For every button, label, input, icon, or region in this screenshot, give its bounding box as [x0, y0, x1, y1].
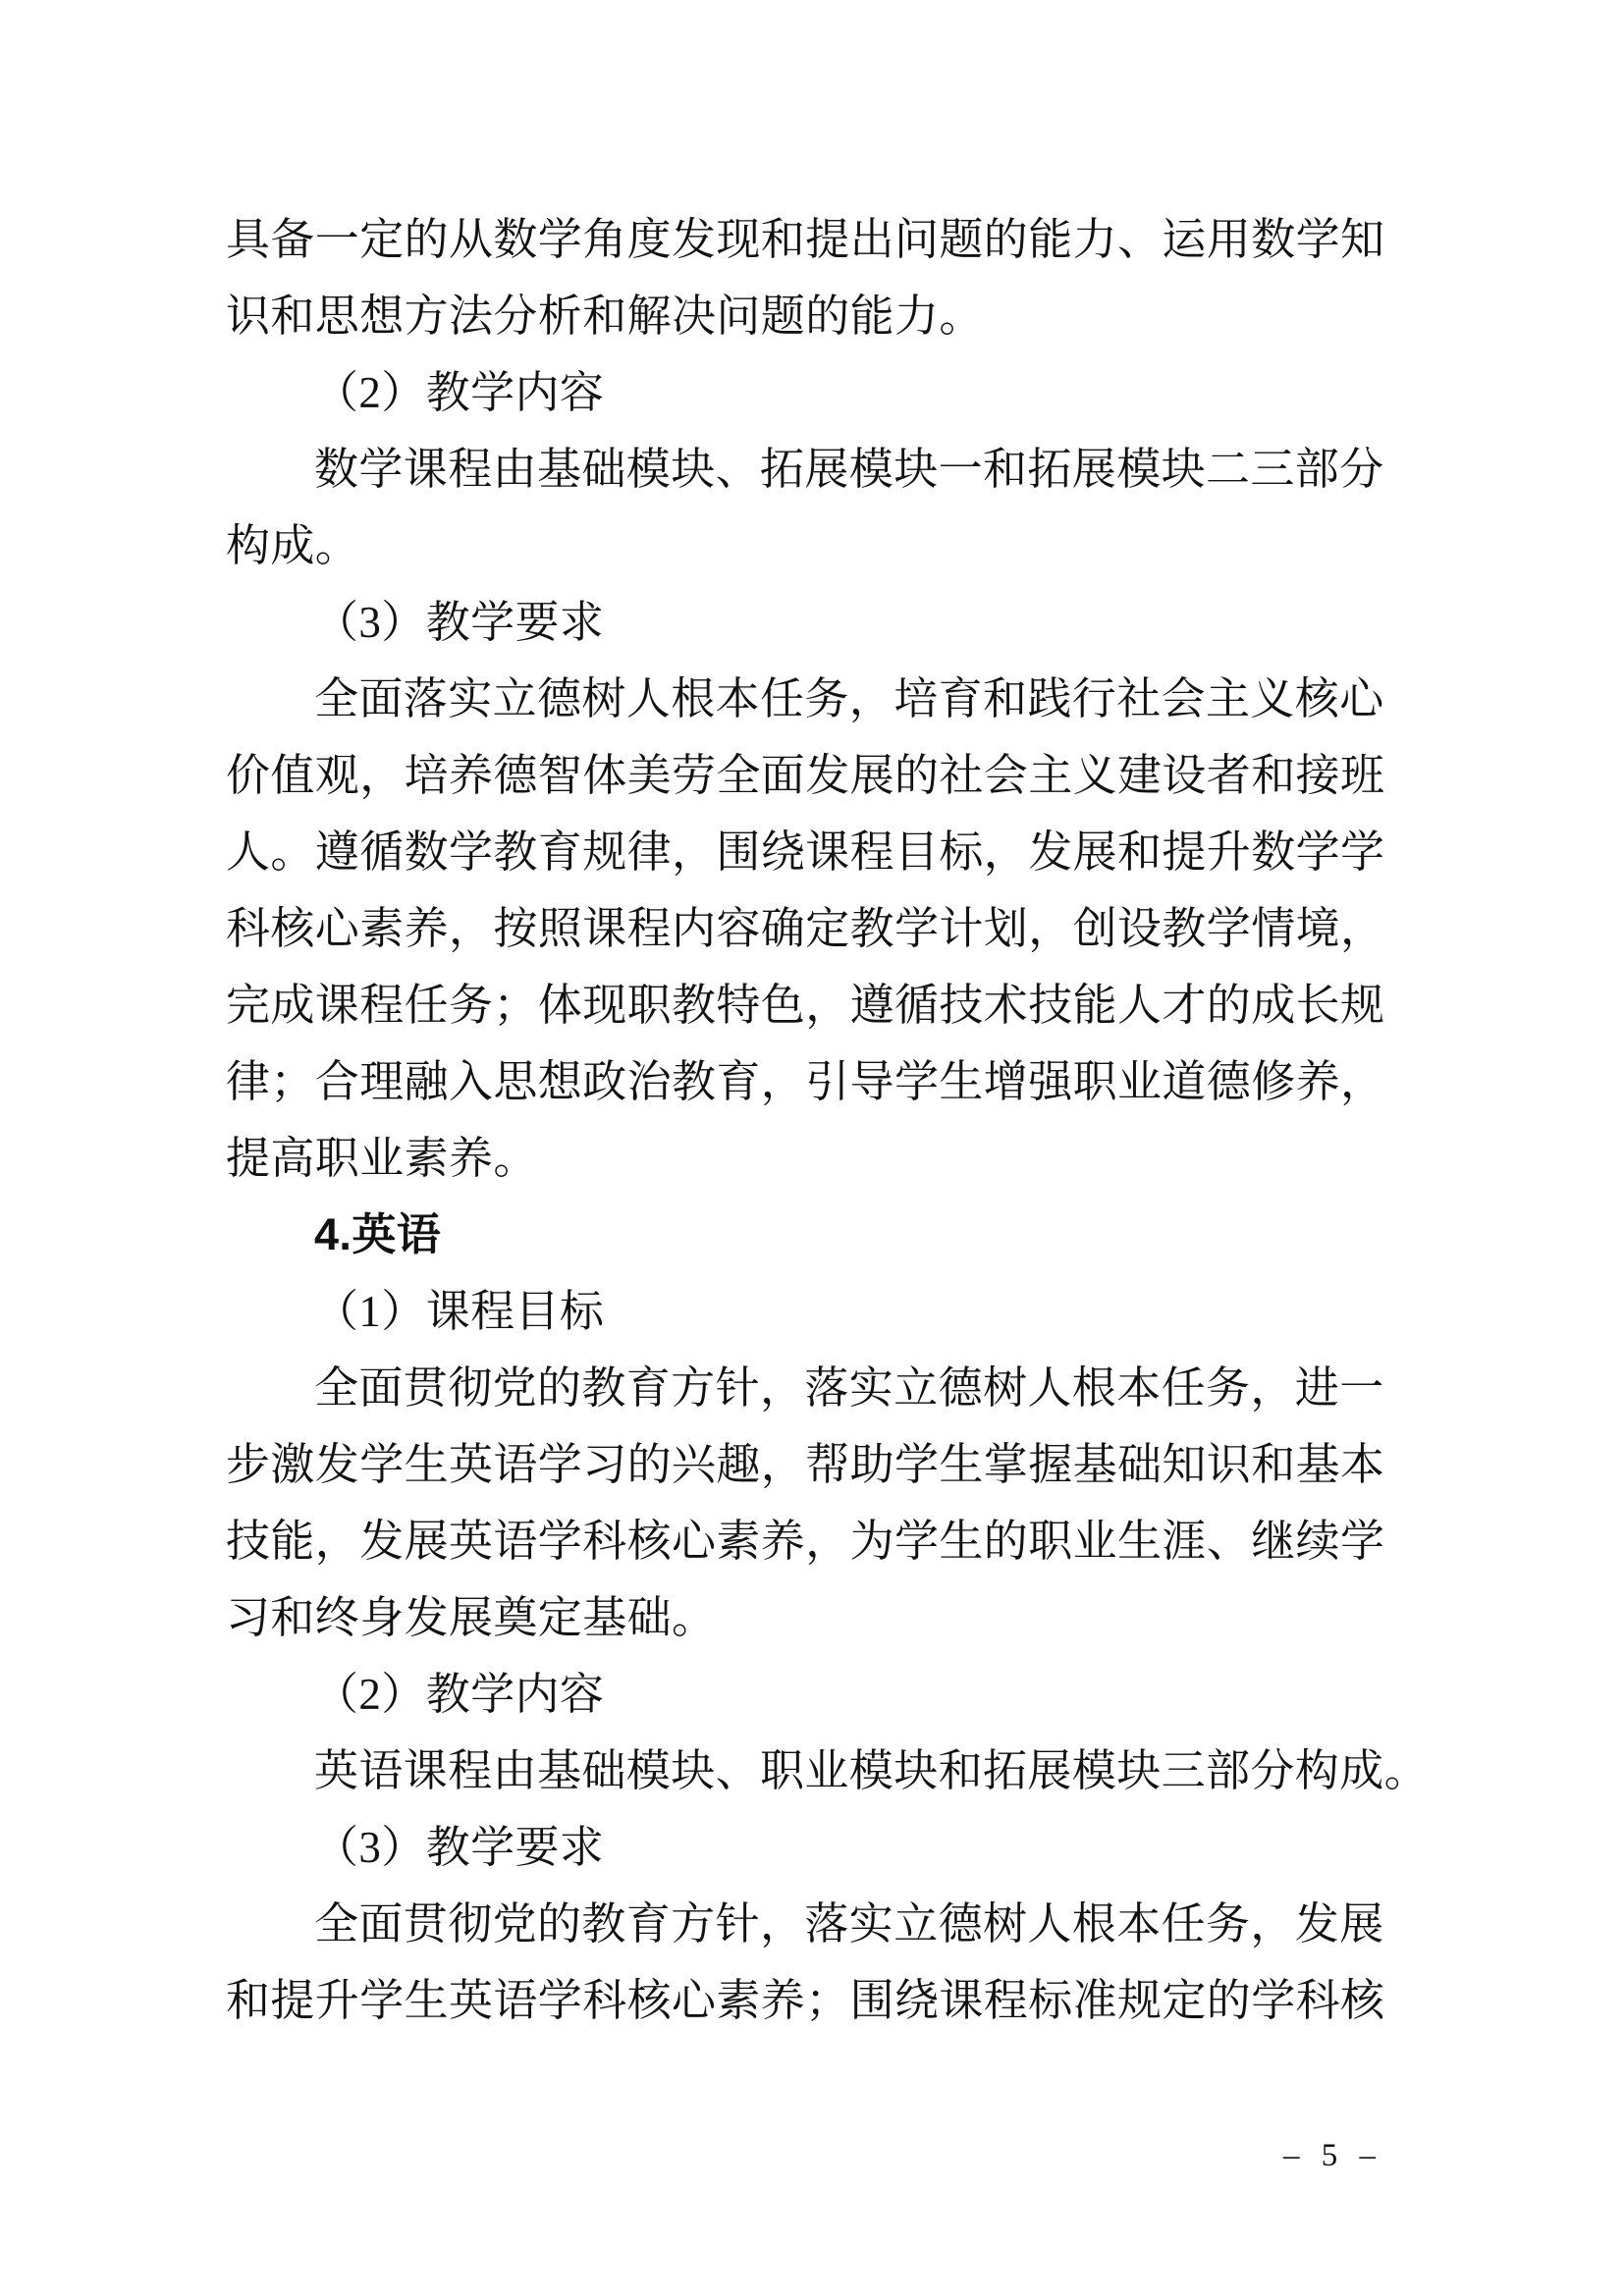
paragraph	[226, 1656, 1377, 1733]
text-line: 全面贯彻党的教育方针，落实立德树人根本任务，进一	[314, 1363, 1384, 1413]
text-line: 数学课程由基础模块、拓展模块一和拓展模块二三部分	[314, 445, 1384, 494]
text-line: 4.英语	[314, 1209, 442, 1259]
text-line: 识和思想方法分析和解决问题的能力。	[226, 292, 984, 341]
page-number: – 5 –	[1283, 2138, 1377, 2173]
text-line: 习和终身发展奠定基础。	[226, 1593, 717, 1642]
text-line: 律；合理融入思想政治教育，引导学生增强职业道德修养，	[226, 1057, 1385, 1106]
text-line: 步激发学生英语学习的兴趣，帮助学生掌握基础知识和基本	[226, 1440, 1385, 1489]
text-line: （3）教学要求	[314, 1823, 605, 1872]
text-line: （3）教学要求	[314, 598, 605, 647]
text-line: （2）教学内容	[314, 368, 605, 417]
paragraph	[226, 1273, 1377, 1350]
text-block	[226, 201, 1430, 2039]
text-line: 构成。	[226, 521, 360, 570]
text-line: 技能，发展英语学科核心素养，为学生的职业生涯、继续学	[226, 1517, 1385, 1566]
paragraph	[226, 1809, 1377, 1886]
text-line: 提高职业素养。	[226, 1134, 538, 1183]
paragraph	[226, 1733, 1430, 1809]
text-line: 和提升学生英语学科核心素养；围绕课程标准规定的学科核	[226, 1976, 1385, 2025]
text-line: 完成课程任务；体现职教特色，遵循技术技能人才的成长规	[226, 981, 1385, 1030]
text-line: （2）教学内容	[314, 1670, 605, 1719]
paragraph	[226, 1886, 1385, 2039]
paragraph	[226, 431, 1384, 584]
text-line: 全面落实立德树人根本任务，培育和践行社会主义核心	[314, 674, 1384, 723]
text-line: 科核心素养，按照课程内容确定教学计划，创设教学情境，	[226, 904, 1385, 953]
text-line: 价值观，培养德智体美劳全面发展的社会主义建设者和接班	[226, 751, 1385, 800]
paragraph	[226, 584, 1377, 661]
section-heading	[226, 1197, 1377, 1273]
text-line: 具备一定的从数学角度发现和提出问题的能力、运用数学知	[226, 215, 1385, 264]
paragraph	[226, 201, 1385, 354]
text-line: 人。遵循数学教育规律，围绕课程目标，发展和提升数学学	[226, 828, 1385, 877]
text-line: 全面贯彻党的教育方针，落实立德树人根本任务，发展	[314, 1899, 1384, 1949]
paragraph	[226, 1350, 1385, 1656]
paragraph	[226, 661, 1385, 1197]
paragraph	[226, 354, 1377, 431]
text-line: （1）课程目标	[314, 1287, 605, 1336]
text-line: 英语课程由基础模块、职业模块和拓展模块三部分构成。	[314, 1746, 1430, 1795]
